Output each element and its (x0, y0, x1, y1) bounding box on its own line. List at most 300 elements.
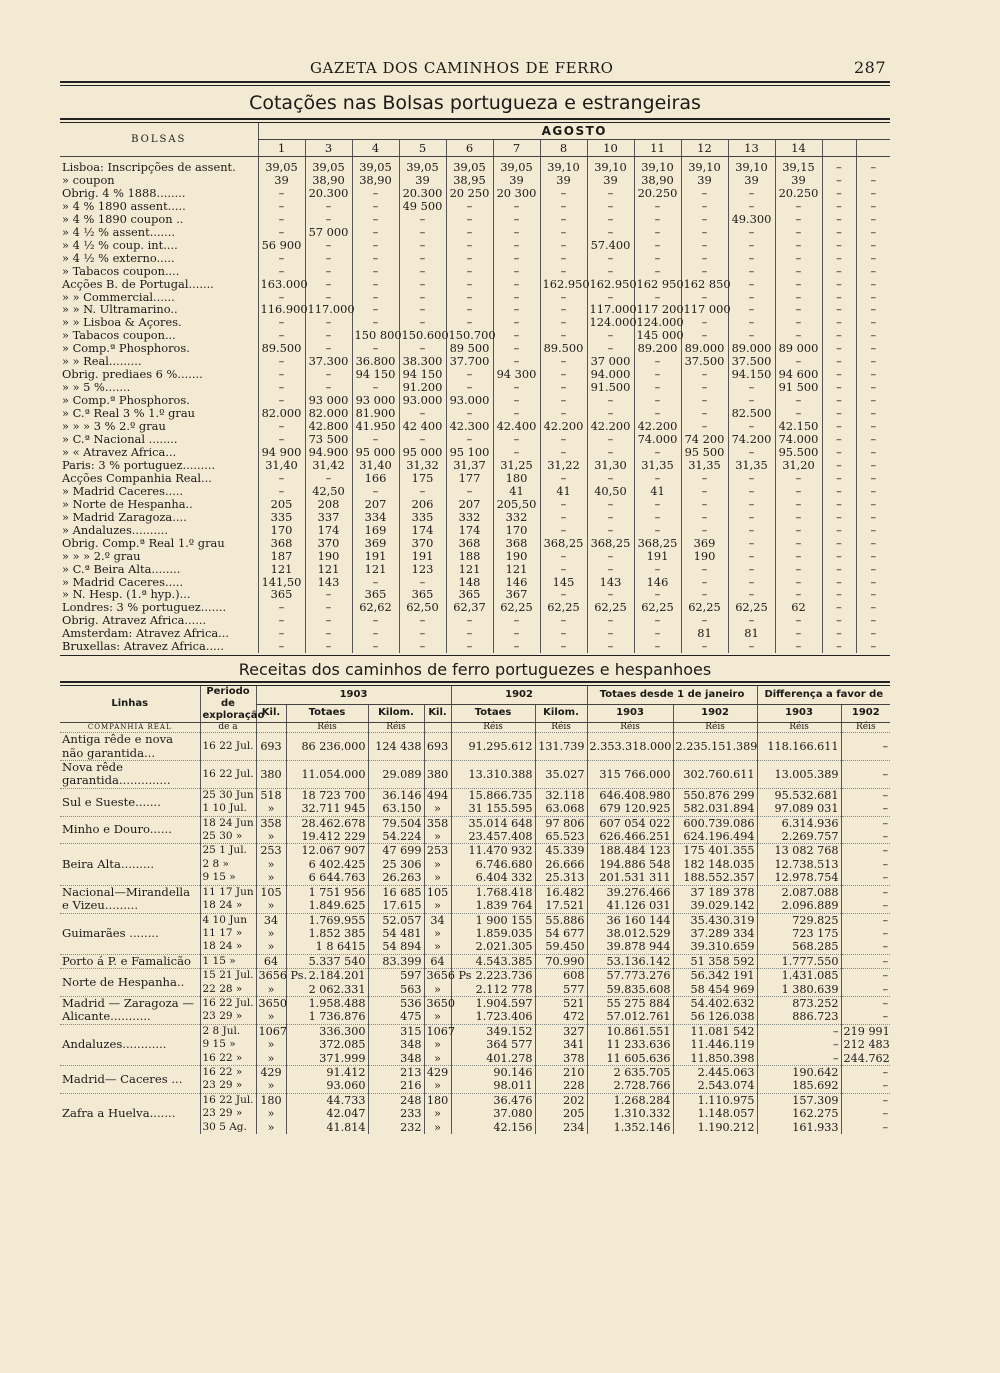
quote-value: – (728, 291, 775, 304)
receipt-value: 11.054.000 (286, 761, 368, 789)
receipt-value: 25 306 (368, 858, 424, 871)
quote-value: – (822, 563, 856, 576)
quote-value: – (446, 614, 493, 627)
quote-value: – (587, 498, 634, 511)
receipt-value: 429 (256, 1065, 286, 1079)
receipt-value: 253 (256, 844, 286, 858)
quote-value: – (822, 355, 856, 368)
receipt-value: 35.430.319 (673, 913, 757, 927)
receipt-value: 568.285 (757, 940, 841, 954)
quote-value: – (352, 200, 399, 213)
quote-value: 62,25 (634, 601, 681, 614)
quote-value: 42,50 (305, 485, 352, 498)
quote-value: – (856, 213, 890, 226)
receipt-value: 873.252 (757, 996, 841, 1010)
quote-value: – (258, 394, 305, 407)
quote-row (60, 291, 890, 304)
unit-reis: Réis (587, 723, 673, 733)
quote-value: 368,25 (540, 537, 587, 550)
quote-value: 41 (540, 485, 587, 498)
journal-title: GAZETA DOS CAMINHOS DE FERRO (310, 59, 614, 77)
receipt-value: 1.958.488 (286, 996, 368, 1010)
quote-row (60, 187, 890, 200)
quote-value: – (493, 433, 540, 446)
receipt-value: 16.482 (535, 885, 587, 899)
quote-value: – (258, 381, 305, 394)
quote-value: 91.500 (587, 381, 634, 394)
quote-value: 31,30 (587, 459, 634, 472)
quote-value: – (399, 485, 446, 498)
receipt-value: 35.014 648 (451, 816, 535, 830)
quote-value: – (587, 550, 634, 563)
quote-value: – (775, 278, 822, 291)
quote-label: » 4 ½ % externo..... (62, 250, 175, 265)
receipt-value: 1 736.876 (286, 1010, 368, 1024)
quote-label: » » » 3 % 2.º grau (62, 419, 166, 434)
quote-value: – (634, 407, 681, 420)
receipt-value: 32.711 945 (286, 802, 368, 816)
quote-value: – (681, 329, 728, 342)
quote-value: – (856, 187, 890, 200)
quote-value: – (681, 187, 728, 200)
quote-value: – (258, 316, 305, 329)
quote-value: – (728, 524, 775, 537)
receipt-value: 91.295.612 (451, 733, 535, 761)
quote-value: – (681, 394, 728, 407)
quote-label: » Tabacos coupon.... (62, 263, 180, 278)
quote-label: » » Commercial...... (62, 289, 175, 304)
quote-value: – (305, 265, 352, 278)
quote-row (60, 485, 890, 498)
quote-value: – (258, 433, 305, 446)
receipt-value: 55 275 884 (587, 996, 673, 1010)
quote-value: – (856, 278, 890, 291)
period-cell: 11 17 » (200, 927, 256, 940)
receipt-value: 202 (535, 1093, 587, 1107)
receipt-value: 248 (368, 1093, 424, 1107)
quote-value: 62,25 (493, 601, 540, 614)
quote-value: 94 150 (352, 368, 399, 381)
receipt-value: 56.342 191 (673, 969, 757, 983)
quote-value: – (775, 265, 822, 278)
receipt-row (60, 1065, 890, 1079)
quote-value: – (822, 291, 856, 304)
receipt-value: » (424, 858, 451, 871)
quote-value: – (775, 485, 822, 498)
receipt-value: 1.190.212 (673, 1121, 757, 1134)
period-cell: 23 29 » (200, 1107, 256, 1120)
companhia-label: COMPANHIA REAL (87, 723, 172, 732)
receipt-value: 472 (535, 1010, 587, 1024)
quote-label: » C.ª Nacional ........ (62, 432, 178, 447)
quote-value: – (587, 627, 634, 640)
quote-value: – (446, 265, 493, 278)
quote-value: – (634, 394, 681, 407)
receipt-value: 253 (424, 844, 451, 858)
receipt-value: 90.146 (451, 1065, 535, 1079)
day-header: 14 (775, 140, 822, 157)
quote-value: – (728, 550, 775, 563)
col-kilom-1903: Kilom. (368, 704, 424, 723)
quote-value: 162.950 (587, 278, 634, 291)
quote-value: 40,50 (587, 485, 634, 498)
quote-value: – (493, 329, 540, 342)
receipt-value: 11 233.636 (587, 1038, 673, 1051)
quote-value: – (856, 485, 890, 498)
quote-value: 93.000 (399, 394, 446, 407)
quote-value: 190 (305, 550, 352, 563)
quote-value: 121 (352, 563, 399, 576)
quote-value: – (446, 485, 493, 498)
line-name: Andaluzes............ (60, 1024, 200, 1065)
quote-value: – (681, 368, 728, 381)
receipt-value: 86 236.000 (286, 733, 368, 761)
receipt-value: » (424, 927, 451, 940)
receipt-value: » (424, 1121, 451, 1134)
quote-value: – (856, 459, 890, 472)
quote-value: – (822, 576, 856, 589)
quote-value: 42.800 (305, 420, 352, 433)
quote-value: 36.800 (352, 355, 399, 368)
col-periodo: Periodo de exploração (200, 686, 256, 723)
receipt-value: 53.136.142 (587, 954, 673, 968)
period-cell: 9 15 » (200, 871, 256, 885)
quote-value: – (305, 614, 352, 627)
period-cell: 23 29 » (200, 1079, 256, 1093)
receipt-value: 228 (535, 1079, 587, 1093)
quote-label: » coupon (62, 172, 115, 187)
quote-value: – (856, 420, 890, 433)
col-kil-1903: Kil. (256, 704, 286, 723)
quote-value: 37.500 (681, 355, 728, 368)
receipt-value: 32.118 (535, 788, 587, 802)
unit-reis: Réis (757, 723, 841, 733)
receipt-value: 39.276.466 (587, 885, 673, 899)
quote-value: – (305, 200, 352, 213)
quote-value: 39 (258, 174, 305, 187)
quote-value: 370 (305, 537, 352, 550)
quote-value: 37 000 (587, 355, 634, 368)
period-cell: 16 22 » (200, 1065, 256, 1079)
receipt-value: 28.462.678 (286, 816, 368, 830)
quote-value: 81 (728, 627, 775, 640)
receipt-value: 315 766.000 (587, 761, 673, 789)
receipt-value: 219 991 (841, 1024, 890, 1038)
receipt-value: 11.850.398 (673, 1052, 757, 1066)
quote-value: – (493, 627, 540, 640)
quote-value: – (856, 342, 890, 355)
receipt-value: 2.087.088 (757, 885, 841, 899)
quote-value: 62,25 (681, 601, 728, 614)
quote-value: 31,40 (352, 459, 399, 472)
quote-value: 39,10 (587, 157, 634, 174)
quote-value: 368,25 (634, 537, 681, 550)
unit-reis: Réis (535, 723, 587, 733)
quote-value: 38,95 (446, 174, 493, 187)
quote-value: 74.000 (634, 433, 681, 446)
receipt-value: 13.310.388 (451, 761, 535, 789)
quote-label: Bruxellas: Atravez Africa..... (62, 639, 224, 654)
quote-value: 62 (775, 601, 822, 614)
receipt-value: » (256, 940, 286, 954)
quote-value: 177 (446, 472, 493, 485)
quote-value: 89 000 (775, 342, 822, 355)
quote-value: – (446, 213, 493, 226)
quote-value: 62,25 (540, 601, 587, 614)
quote-value: – (258, 252, 305, 265)
quote-value: – (446, 239, 493, 252)
quote-row (60, 550, 890, 563)
quote-value: – (822, 433, 856, 446)
receipt-value: 16 685 (368, 885, 424, 899)
quote-value: – (728, 316, 775, 329)
quote-value: 39,05 (493, 157, 540, 174)
receipt-row (60, 816, 890, 830)
quote-value: – (822, 278, 856, 291)
quote-value: – (856, 563, 890, 576)
receipt-value: 175 401.355 (673, 844, 757, 858)
quote-value: – (822, 200, 856, 213)
header-rule (60, 81, 890, 86)
quote-value: – (399, 576, 446, 589)
receipt-value: 11 605.636 (587, 1052, 673, 1066)
quote-value: – (258, 601, 305, 614)
receipt-value: 55.886 (535, 913, 587, 927)
quote-value: – (822, 303, 856, 316)
quote-value: 335 (258, 511, 305, 524)
quote-value: 39 (540, 174, 587, 187)
quote-value: 116.900 (258, 303, 305, 316)
quote-value: 39,10 (681, 157, 728, 174)
receipt-value: – (841, 954, 890, 968)
receipt-value: » (256, 1038, 286, 1051)
receipt-value: 42.156 (451, 1121, 535, 1134)
receipt-value: 348 (368, 1052, 424, 1066)
quote-value: 39 (681, 174, 728, 187)
quote-value: – (352, 239, 399, 252)
quote-value: – (399, 303, 446, 316)
receipt-value: 371.999 (286, 1052, 368, 1066)
quote-value: – (634, 614, 681, 627)
day-header: 12 (681, 140, 728, 157)
quote-value: – (540, 407, 587, 420)
quote-value: 20.300 (305, 187, 352, 200)
quote-value: – (775, 627, 822, 640)
quote-value: – (775, 498, 822, 511)
unit-blank (424, 723, 451, 733)
quote-value: 337 (305, 511, 352, 524)
receipt-value: » (424, 1052, 451, 1066)
quote-value: 174 (305, 524, 352, 537)
receipt-value: » (424, 940, 451, 954)
quote-label: Obrig. 4 % 1888........ (62, 185, 186, 200)
quote-value: – (305, 291, 352, 304)
line-name: Porto á P. e Famalicão (60, 954, 200, 968)
col-1903: 1903 (256, 686, 451, 704)
quote-value: 124.000 (587, 316, 634, 329)
quote-value: – (728, 446, 775, 459)
quote-value: – (728, 537, 775, 550)
quote-value: – (775, 563, 822, 576)
receipts-title: Receitas dos caminhos de ferro portuguezes e hespanhoes (238, 660, 712, 680)
quote-value: 162 850 (681, 278, 728, 291)
receipt-value: 600.739.086 (673, 816, 757, 830)
quote-value: – (399, 640, 446, 653)
quote-value: – (540, 213, 587, 226)
quote-row (60, 640, 890, 653)
receipt-value: 93.060 (286, 1079, 368, 1093)
quote-value: – (540, 614, 587, 627)
quote-value: – (822, 407, 856, 420)
receipt-value: 12.738.513 (757, 858, 841, 871)
receipt-value: 63.150 (368, 802, 424, 816)
quote-value: – (540, 316, 587, 329)
quote-value: – (728, 640, 775, 653)
quote-value: 89.000 (681, 342, 728, 355)
receipt-value: » (256, 871, 286, 885)
quote-value: 62,50 (399, 601, 446, 614)
receipt-value: 95.532.681 (757, 788, 841, 802)
receipt-value: » (256, 802, 286, 816)
receipt-value: 57.012.761 (587, 1010, 673, 1024)
quote-label: Amsterdam: Atravez Africa... (62, 626, 229, 641)
quote-value: – (634, 640, 681, 653)
quote-row (60, 252, 890, 265)
receipt-value: – (841, 1010, 890, 1024)
quote-value: – (352, 265, 399, 278)
quote-value: – (775, 252, 822, 265)
receipt-value: » (424, 802, 451, 816)
quote-value: – (493, 640, 540, 653)
quote-value: – (352, 614, 399, 627)
quote-value: – (258, 627, 305, 640)
quote-row (60, 226, 890, 239)
quote-value: – (399, 614, 446, 627)
quote-value: 174 (446, 524, 493, 537)
quote-value: – (728, 420, 775, 433)
quote-value: – (775, 550, 822, 563)
quote-value: – (856, 226, 890, 239)
receipt-value: – (841, 913, 890, 927)
receipt-value: – (841, 1065, 890, 1079)
quote-value: – (258, 420, 305, 433)
quote-label: » 4 % 1890 assent..... (62, 198, 186, 213)
quote-value: – (305, 278, 352, 291)
receipt-value: 1 380.639 (757, 983, 841, 997)
receipt-value: 65.523 (535, 830, 587, 844)
quote-value: 206 (399, 498, 446, 511)
receipt-value: 6.404 332 (451, 871, 535, 885)
quote-value: 20 300 (493, 187, 540, 200)
quote-value: – (540, 524, 587, 537)
quote-value: – (728, 485, 775, 498)
receipt-value: 518 (256, 788, 286, 802)
quote-value: 37.300 (305, 355, 352, 368)
unit-reis: Réis (451, 723, 535, 733)
col-totaes-1903: Totaes (286, 704, 368, 723)
receipt-value: 358 (424, 816, 451, 830)
quote-value: 191 (399, 550, 446, 563)
quote-row (60, 213, 890, 226)
quote-value: 31,35 (634, 459, 681, 472)
quote-value: – (856, 329, 890, 342)
period-cell: 25 1 Jul. (200, 844, 256, 858)
quote-value: – (258, 200, 305, 213)
line-name: Antiga rêde e nova não garantida... (60, 733, 200, 761)
quote-value: 39,05 (258, 157, 305, 174)
quote-value: – (856, 511, 890, 524)
line-name: Nacional—Mirandella e Vizeu......... (60, 885, 200, 913)
quote-value: – (681, 420, 728, 433)
receipt-value: » (424, 1107, 451, 1120)
quote-value: 39 (775, 174, 822, 187)
receipt-value: 2.112 778 (451, 983, 535, 997)
quote-value: – (258, 640, 305, 653)
quote-value: – (446, 316, 493, 329)
quote-value: – (728, 200, 775, 213)
receipt-value: 1.723.406 (451, 1010, 535, 1024)
receipt-value: 1.859.035 (451, 927, 535, 940)
quote-value: 31,32 (399, 459, 446, 472)
quote-value: – (681, 511, 728, 524)
quote-value: – (681, 200, 728, 213)
receipt-value: 11.081 542 (673, 1024, 757, 1038)
quote-value: 169 (352, 524, 399, 537)
quote-row (60, 563, 890, 576)
quote-value: 93 000 (305, 394, 352, 407)
receipt-value: 2 062.331 (286, 983, 368, 997)
receipt-value: 348 (368, 1038, 424, 1051)
receipt-value: 1.431.085 (757, 969, 841, 983)
quote-value: – (856, 614, 890, 627)
quote-value: – (822, 252, 856, 265)
receipt-value: 1.352.146 (587, 1121, 673, 1134)
quote-value: – (728, 588, 775, 601)
quote-value: 62,37 (446, 601, 493, 614)
receipt-value: 210 (535, 1065, 587, 1079)
quote-row (60, 446, 890, 459)
quote-value: 57 000 (305, 226, 352, 239)
quote-value: – (540, 252, 587, 265)
receipt-value: 536 (368, 996, 424, 1010)
quote-value: – (399, 278, 446, 291)
receipt-value: 185.692 (757, 1079, 841, 1093)
quote-value: – (352, 576, 399, 589)
quote-value: – (681, 407, 728, 420)
receipt-value: 582.031.894 (673, 802, 757, 816)
quote-value: 95 500 (681, 446, 728, 459)
quote-value: 74.000 (775, 433, 822, 446)
receipt-value: 17.615 (368, 899, 424, 913)
quote-value: – (856, 433, 890, 446)
quote-value: – (493, 394, 540, 407)
quote-value: – (775, 200, 822, 213)
receipt-value: 1.769.955 (286, 913, 368, 927)
page (60, 58, 890, 1134)
receipt-value: 97 806 (535, 816, 587, 830)
receipt-value: – (841, 885, 890, 899)
quote-value: – (540, 511, 587, 524)
receipt-value: 37.080 (451, 1107, 535, 1120)
quote-value: – (587, 511, 634, 524)
quote-value: – (775, 588, 822, 601)
quote-value: – (775, 316, 822, 329)
receipt-row (60, 996, 890, 1010)
receipt-value: 213 (368, 1065, 424, 1079)
quote-value: – (856, 640, 890, 653)
receipt-value: 597 (368, 969, 424, 983)
quote-value: 334 (352, 511, 399, 524)
